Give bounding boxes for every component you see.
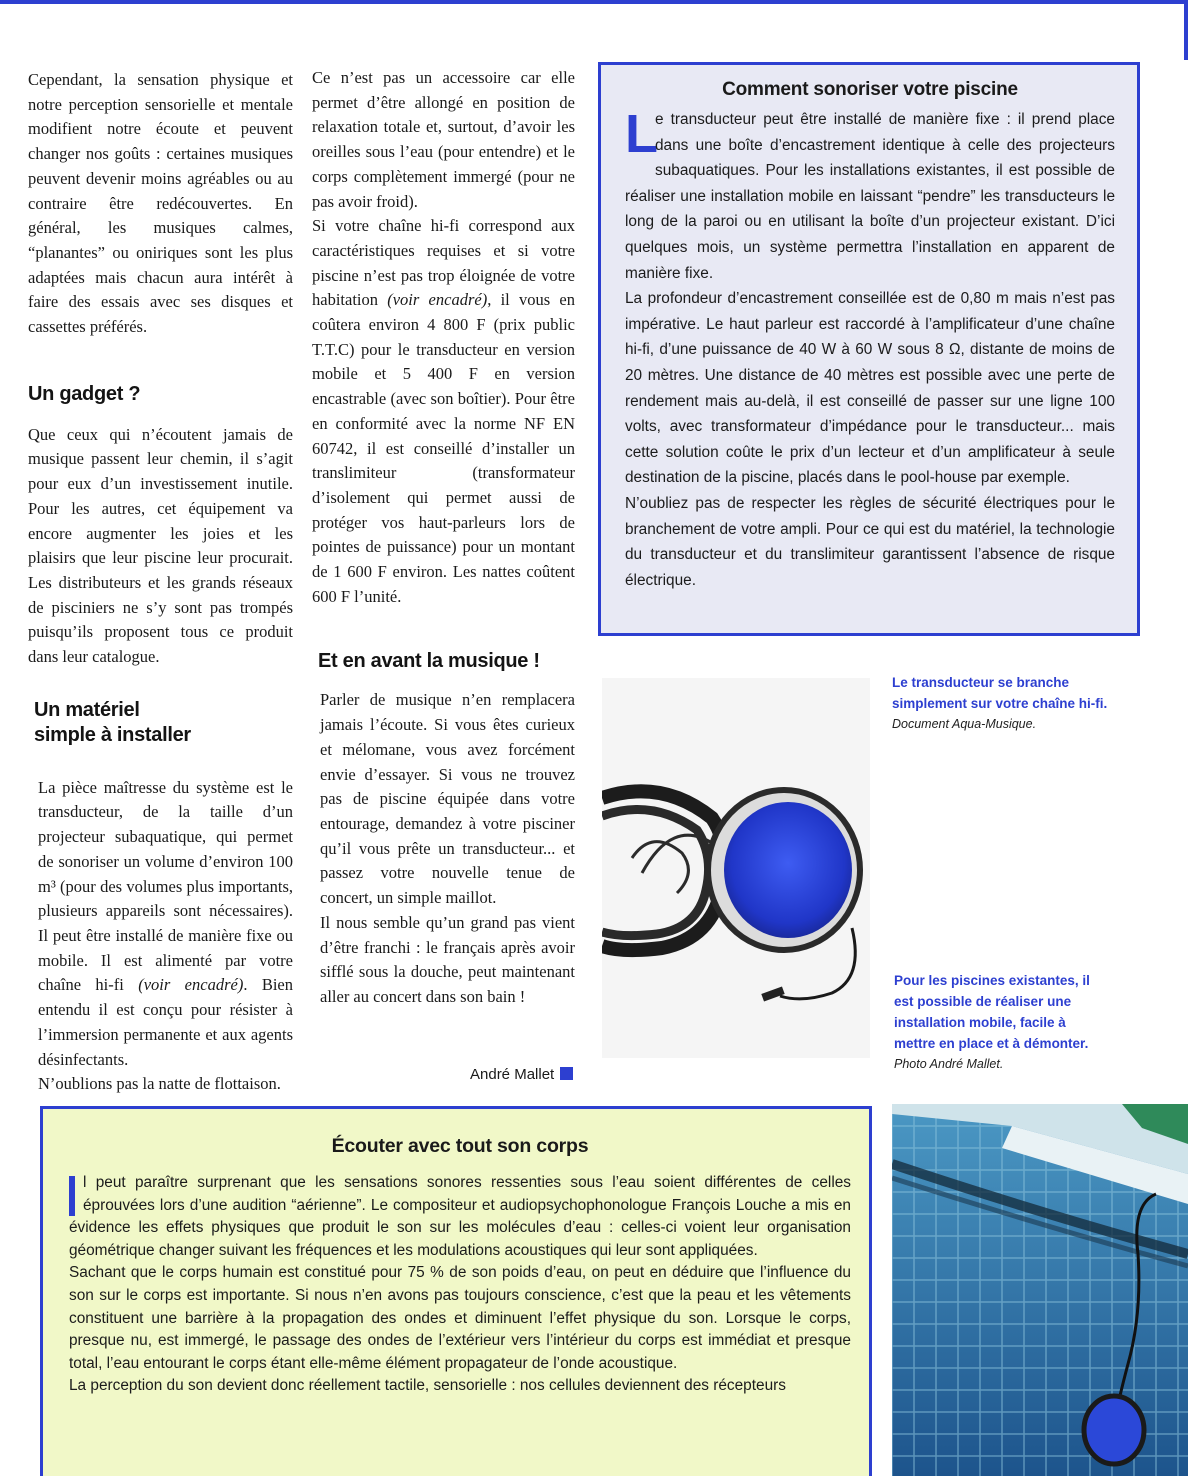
sidebar-box-ecouter <box>40 1106 872 1476</box>
dropcap-bar-icon <box>69 1176 75 1216</box>
box-sonoriser-p3: N’oubliez pas de respecter les règles de sécurité électriques pour le branchement de votre ampli. Pour ce qui est du matériel, la technologie du transducteur et du translimiteur garantissent l’absence de risque électrique. <box>625 494 1115 589</box>
prix-text-italic: (voir encadré) <box>387 290 488 310</box>
transducer-illustration <box>602 678 870 1058</box>
materiel-paragraph <box>28 776 293 1072</box>
gadget-paragraph: Que ceux qui n’écoutent jamais de musique passent leur chemin, il s’agit pour eux d’un investissement inutile. Pour les autres, cet équipement va encore augmenter les joies et les plaisirs que leur piscine leur procurait. Les distributeurs et les grands réseaux de pisciniers ne s’y sont pas trompés puisqu’ils proposent tous ce produit dans leur catalogue. <box>28 424 293 667</box>
top-rule <box>0 0 1188 4</box>
box-ecouter-p2: Sachant que le corps humain est constitué pour 75 % de son poids d’eau, on peut en déduire que l’influence du son sur le corps est importante. Si nous n’en avons pas toujours conscience, c’est que la peau et les vêtements constituent une barrière à la propagation des ondes et diminuent l’effet physique du son. Lorsque le corps, presque nu, est immergé, le passage des ondes de l’extérieur vers l’intérieur du corps est immédiat et presque total, l’eau entourant le corps étant elle-même élément propagateur de l’onde acoustique. <box>69 1264 851 1372</box>
heading-gadget: Un gadget ? <box>28 382 141 405</box>
heading-materiel <box>28 698 293 748</box>
author-name: André Mallet <box>470 1066 555 1083</box>
materiel-paragraph-end: N’oublions pas la natte de flottaison. <box>38 1074 281 1094</box>
materiel-text-italic: (voir encadré) <box>138 975 244 995</box>
box-sonoriser-p1-text: e transducteur peut être installé de manière fixe : il prend place dans une boîte d’encastrement identique à celle des projecteurs subaquatiques. Pour les installations existantes, il est possible de réaliser une installation mobile en laissant “pendre” les transducteurs le long de la paroi ou en utilisant la boîte d’un projecteur existant. D’ici quelques mois, un système permettra l’installation en apparent de manière fixe. <box>625 111 1115 282</box>
box-sonoriser-title: Comment sonoriser votre piscine <box>722 79 1018 100</box>
prix-text-b: , il vous en coûtera environ 4 800 F (prix public T.T.C) pour le transducteur en version mobile et 5 400 F en version encastrable (avec son boîtier). Pour être en conformité avec la norme NF EN 60742, il est conseillé d’installer un translimiteur (transformateur d’isolement qui permet aussi de protéger vos haut-parleurs lors de pointes de puissance) pour un montant de 1 600 F environ. Les nattes coûtent 600 F l’unité. <box>312 290 575 606</box>
box-ecouter-body <box>69 1172 851 1398</box>
photo2-credit: Photo André Mallet. <box>894 1057 1004 1071</box>
right-rule <box>1184 0 1188 60</box>
photo1-caption-text: Le transducteur se branche simplement sur votre chaîne hi-fi. <box>892 675 1108 711</box>
prix-text-a: Si votre chaîne hi-fi correspond aux caractéristiques requises et si votre piscine n’est pas trop éloignée de votre habitation <box>312 216 575 310</box>
materiel-text-a: La pièce maîtresse du système est le transducteur, de la taille d’un projecteur subaquatique, qui permet de sonoriser un volume d’environ 100 m³ (pour des volumes plus importants, plusieurs appareils sont nécessaires). Il peut être installé de manière fixe ou mobile. Il est alimenté par votre chaîne hi-fi <box>38 777 293 995</box>
end-mark-icon <box>560 1067 573 1080</box>
box-sonoriser-p1 <box>625 104 1115 286</box>
heading-materiel-line2: simple à installer <box>34 723 191 746</box>
author-signature <box>470 1066 573 1083</box>
prix-paragraph <box>312 214 575 609</box>
column-1 <box>28 68 293 1097</box>
heading-musique: Et en avant la musique ! <box>318 650 540 673</box>
pool-illustration <box>892 1104 1188 1476</box>
photo1-credit: Document Aqua-Musique. <box>892 717 1037 731</box>
box-sonoriser-p2: La profondeur d’encastrement conseillée est de 0,80 m mais n’est pas impérative. Le haut parleur est raccordé à l’amplificateur d’une chaîne hi-fi, d’une puissance de 40 W à 60 W sous 8 Ω, distante de moins de 20 mètres. Une distance de 40 mètres est possible avec une perte de rendement mais au-delà, il est conseillé de passer sur une ligne 100 volts, avec transformateur d’impédance pour le transducteur... mais cette solution coûte le prix d’un lecteur et d’un amplificateur à seule destination de la piscine, placés dans le pool-house par exemple. <box>625 290 1115 487</box>
pool-photo <box>892 1104 1188 1476</box>
intro-paragraph: Cependant, la sensation physique et notre perception sensorielle et mentale modifient notre écoute et peuvent changer nos goûts : certaines musiques peuvent devenir moins agréables ou au contraire être redécouvertes. En général, les musiques calmes, “planantes” ou oniriques sont les plus adaptées mais chacun aura intérêt à faire des essais avec ses disques et cassettes préférés. <box>28 70 293 337</box>
column-2 <box>312 66 575 1010</box>
musique-paragraph-2: Il nous semble qu’un grand pas vient d’être franchi : le français après avoir sifflé sous la douche, peut maintenant aller au concert dans son bain ! <box>320 912 575 1006</box>
photo1-caption <box>892 672 1112 734</box>
box-ecouter-title: Écouter avec tout son corps <box>331 1135 589 1157</box>
natte-paragraph: Ce n’est pas un accessoire car elle permet d’être allongé en position de relaxation totale et, surtout, d’avoir les oreilles sous l’eau (pour entendre) et le corps complètement immergé (pour ne pas avoir froid). <box>312 68 575 211</box>
heading-materiel-line1: Un matériel <box>34 698 140 721</box>
box-ecouter-p1-text: l peut paraître surprenant que les sensations sonores ressenties sous l’eau soient différentes de celles éprouvées lors d’une audition “aérienne”. Le compositeur et audiopsychophonologue François Louche a mis en évidence les effets physiques que produit le son sur les molécules d’eau : celles-ci voient leur organisation géométrique changer suivant les fréquences et les modulations acoustiques qui leur sont appliquées. <box>69 1174 851 1259</box>
box-sonoriser-body <box>625 104 1115 593</box>
dropcap-letter: L <box>625 104 658 164</box>
musique-paragraph-1: Parler de musique n’en remplacera jamais l’écoute. Si vous êtes curieux et mélomane, vous avez forcément envie d’essayer. Si vous ne trouvez pas de piscine équipée dans votre entourage, demandez à votre pisciner qu’il vous prête un transducteur... et passez votre nouvelle tenue de concert, un simple maillot. <box>320 690 575 908</box>
materiel-text-b: . Bien entendu il est conçu pour résister à l’immersion permanente et aux agents désinfectants. <box>38 975 293 1069</box>
sidebar-box-sonoriser <box>598 62 1140 636</box>
photo2-caption-text: Pour les piscines existantes, il est possible de réaliser une installation mobile, facile à mettre en place et à démonter. <box>894 973 1090 1051</box>
box-ecouter-p1 <box>69 1172 851 1262</box>
photo2-caption <box>894 970 1104 1074</box>
box-ecouter-p3: La perception du son devient donc réellement tactile, sensorielle : nos cellules deviennent des récepteurs <box>69 1377 786 1395</box>
transducer-photo <box>602 678 870 1058</box>
